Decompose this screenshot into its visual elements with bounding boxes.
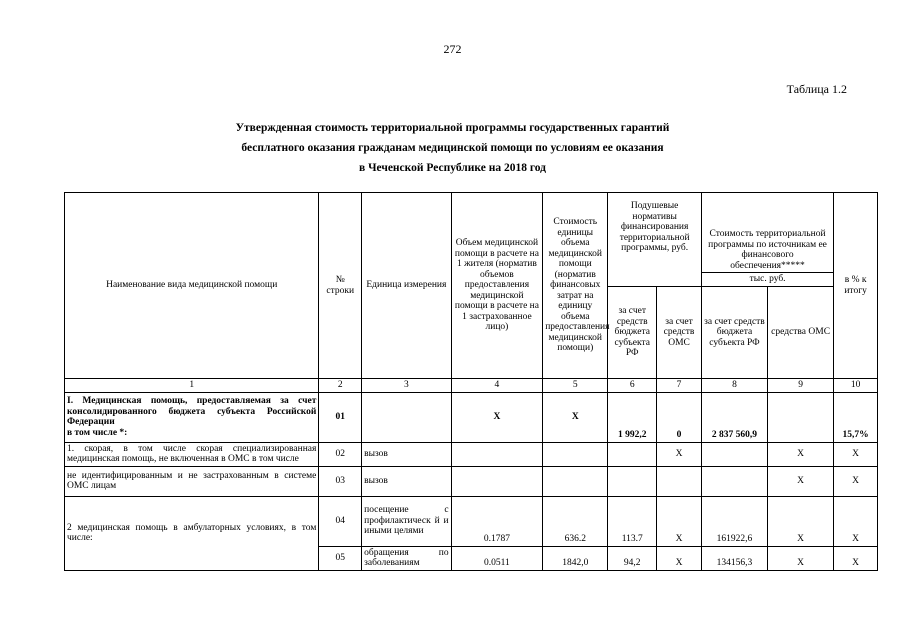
column-number: 3: [362, 379, 452, 393]
row-cost: [543, 442, 608, 466]
row-per-capita-budget: 94,2: [608, 546, 657, 570]
row-volume: 0.0511: [451, 546, 543, 570]
row-unit: посещение с профилактическ й и иными целями: [362, 496, 452, 546]
row-number: 02: [319, 442, 362, 466]
column-number: 7: [657, 379, 702, 393]
header-per-capita-budget: за счет средств бюджета субъекта РФ: [608, 287, 657, 379]
row-per-capita-budget: 113.7: [608, 496, 657, 546]
row-name-main: I. Медицинская помощь, предоставляемая за счет консолидированного бюджета субъекта Российской Федерации: [67, 396, 317, 427]
row-per-capita-budget: [608, 442, 657, 466]
row-percent: 15,7%: [834, 392, 878, 442]
header-per-capita-oms: за счет средств ОМС: [657, 287, 702, 379]
header-cost: Стоимость единицы объема медицинской помощи (норматив финансовых затрат на единицу объема предоставления медицинской помощи): [543, 193, 608, 379]
row-total-budget: 161922,6: [701, 496, 767, 546]
row-total-oms: X: [768, 496, 834, 546]
row-name: 1. скорая, в том числе скорая специализированная медицинская помощь, не включенная в ОМС в том числе: [65, 442, 319, 466]
header-volume: Объем медицинской помощи в расчете на 1 жителя (норматив объемов предоставления медицинской помощи в расчете на 1 застрахованное лицо): [451, 193, 543, 379]
table-row: [65, 496, 878, 546]
cost-table: [64, 192, 878, 571]
header-total-cost: Стоимость территориальной программы по источникам ее финансового обеспечения*****: [701, 193, 833, 273]
row-unit: обращения по заболеваниям: [362, 546, 452, 570]
row-volume: [451, 466, 543, 496]
row-total-budget: [701, 466, 767, 496]
row-number: 05: [319, 546, 362, 570]
row-percent: X: [834, 496, 878, 546]
column-number: 1: [65, 379, 319, 393]
document-title: [0, 118, 905, 178]
table-row: [65, 442, 878, 466]
row-cost: 636.2: [543, 496, 608, 546]
row-cost: [543, 466, 608, 496]
row-per-capita-oms: [657, 466, 702, 496]
row-volume: [451, 442, 543, 466]
row-total-oms: X: [768, 546, 834, 570]
table-row: [65, 466, 878, 496]
row-percent: X: [834, 546, 878, 570]
page-number: 272: [443, 42, 462, 56]
row-unit: вызов: [362, 442, 452, 466]
row-per-capita-oms: X: [657, 442, 702, 466]
row-percent: X: [834, 442, 878, 466]
row-per-capita-oms: 0: [657, 392, 702, 442]
row-volume: 0.1787: [451, 496, 543, 546]
header-percent: в % к итогу: [834, 193, 878, 379]
column-number: 2: [319, 379, 362, 393]
header-total-oms: средства ОМС: [768, 287, 834, 379]
row-per-capita-budget: [608, 466, 657, 496]
row-total-budget: 134156,3: [701, 546, 767, 570]
title-line-1: Утвержденная стоимость территориальной программы государственных гарантий: [235, 122, 670, 134]
header-total-budget: за счет средств бюджета субъекта РФ: [701, 287, 767, 379]
row-name: не идентифицированным и не застрахованным в системе ОМС лицам: [65, 466, 319, 496]
column-number: 9: [768, 379, 834, 393]
header-row-no: № строки: [319, 193, 362, 379]
row-total-oms: X: [768, 442, 834, 466]
column-number: 6: [608, 379, 657, 393]
header-name: Наименование вида медицинской помощи: [65, 193, 319, 379]
row-cost: X: [543, 392, 608, 442]
row-unit: вызов: [362, 466, 452, 496]
title-line-2: бесплатного оказания гражданам медицинской помощи по условиям ее оказания: [241, 142, 664, 154]
header-per-capita: Подушевые нормативы финансирования территориальной программы, руб.: [608, 193, 702, 287]
row-total-budget: 2 837 560,9: [701, 392, 767, 442]
header-thousand-rub: тыс. руб.: [701, 273, 833, 287]
header-unit: Единица измерения: [362, 193, 452, 379]
row-number: 03: [319, 466, 362, 496]
row-percent: X: [834, 466, 878, 496]
table-label: Таблица 1.2: [786, 82, 847, 96]
column-number: 5: [543, 379, 608, 393]
row-volume: X: [451, 392, 543, 442]
column-number: 8: [701, 379, 767, 393]
row-cost: 1842,0: [543, 546, 608, 570]
row-per-capita-oms: X: [657, 546, 702, 570]
table-row: [65, 392, 878, 442]
row-total-oms: [768, 392, 834, 442]
row-name-sub: в том числе *:: [67, 427, 128, 438]
row-number: 01: [319, 392, 362, 442]
row-per-capita-oms: X: [657, 496, 702, 546]
row-name: [65, 392, 319, 442]
row-name: 2 медицинская помощь в амбулаторных условиях, в том числе:: [65, 496, 319, 570]
row-per-capita-budget: 1 992,2: [608, 392, 657, 442]
row-total-budget: [701, 442, 767, 466]
row-number: 04: [319, 496, 362, 546]
row-unit: [362, 392, 452, 442]
title-line-3: в Чеченской Республике на 2018 год: [359, 162, 546, 174]
column-number: 10: [834, 379, 878, 393]
row-total-oms: X: [768, 466, 834, 496]
column-number: 4: [451, 379, 543, 393]
